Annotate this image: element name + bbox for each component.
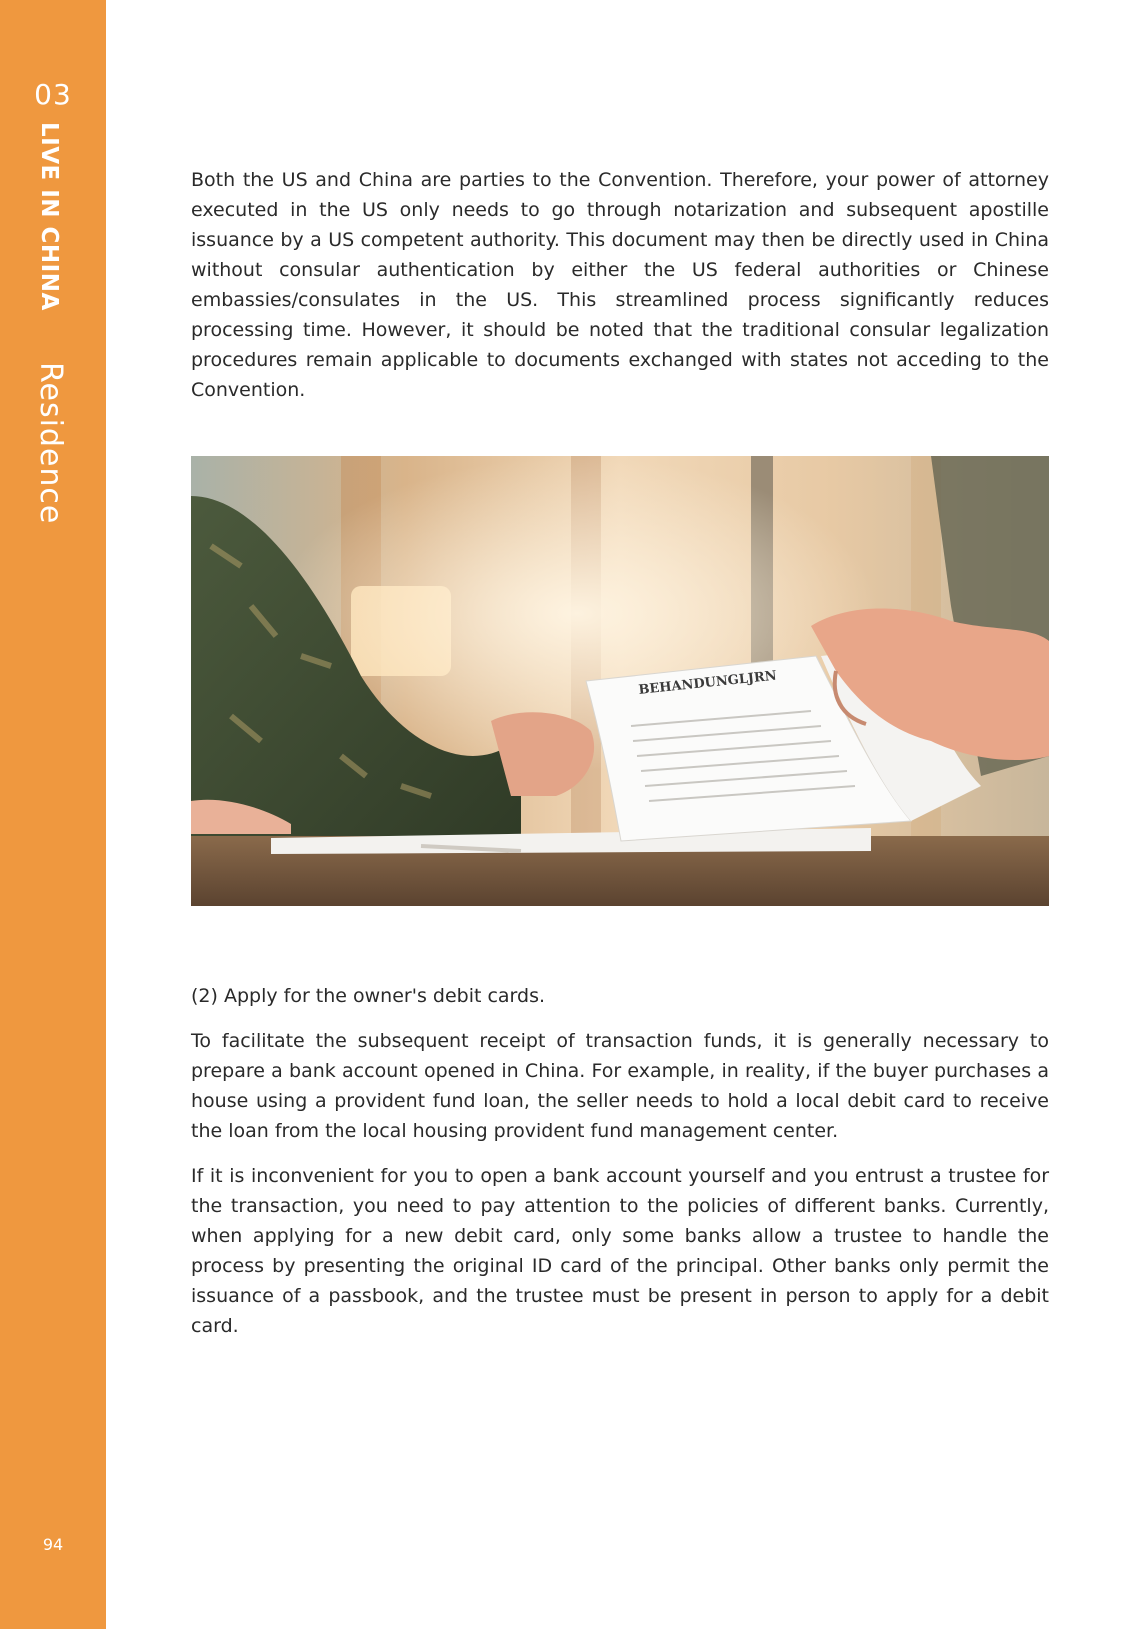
debit-card-section (191, 981, 1049, 1356)
debit-card-paragraph-2: If it is inconvenient for you to open a bank account yourself and you entrust a trustee for the transaction, you need to pay attention to the policies of different banks. Currently, when applying for a new debit card, only some banks allow a trustee to handle the process by presenting the original ID card of the principal. Other banks only permit the issuance of a passbook, and the trustee must be present in person to apply for a debit card. (191, 1165, 1049, 1337)
chapter-title: LIVE IN CHINA (36, 122, 62, 311)
chapter-number: 03 (34, 78, 72, 111)
section-title: Residence (33, 362, 68, 525)
photo-illustration (191, 456, 1049, 906)
section-title-wrap (33, 362, 73, 782)
step-heading: (2) Apply for the owner's debit cards. (191, 985, 546, 1007)
photo-document-heading: BEHANDUNGLJRN (637, 668, 778, 698)
intro-paragraph: Both the US and China are parties to the Convention. Therefore, your power of attorney executed in the US only needs to go through notarization and subsequent apostille issuance by a US competent authority. This document may then be directly used in China without consular authentication by either the US federal authorities or Chinese embassies/consulates in the US. This streamlined process significantly reduces processing time. However, it should be noted that the traditional consular legalization procedures remain applicable to documents exchanged with states not acceding to the Convention. (191, 169, 1049, 401)
debit-card-paragraph-1: To facilitate the subsequent receipt of transaction funds, it is generally necessary to prepare a bank account opened in China. For example, in reality, if the buyer purchases a house using a provident fund loan, the seller needs to hold a local debit card to receive the loan from the local housing provident fund management center. (191, 1030, 1049, 1142)
intro-block (191, 165, 1049, 405)
chapter-sidebar (0, 0, 106, 1629)
handshake-document-photo (191, 456, 1049, 906)
page-number: 94 (42, 1535, 64, 1554)
